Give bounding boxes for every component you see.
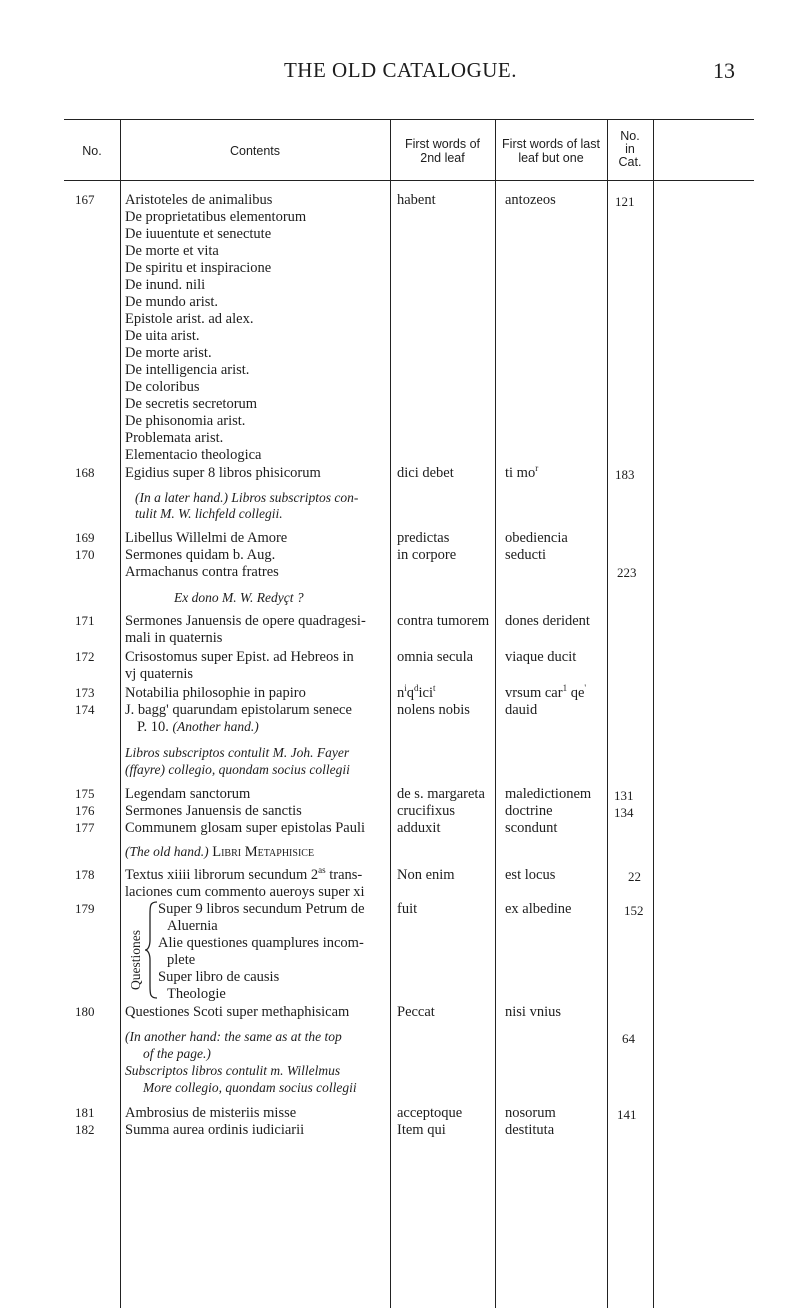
entry-number: 179 — [75, 901, 95, 916]
entry-number: 182 — [75, 1122, 95, 1137]
first-words-last-leaf — [505, 463, 539, 481]
entry-text: Communem glosam super epistolas Pauli — [125, 820, 366, 836]
entry-number: 172 — [75, 649, 95, 664]
first-words-last-leaf: ex albedine — [505, 901, 572, 917]
header-contents: Contents — [229, 144, 281, 158]
first-words-2nd-leaf: contra tumorem — [397, 613, 490, 629]
hand-note: (The old hand.) — [125, 844, 209, 859]
first-words-last-leaf: viaque ducit — [505, 649, 577, 665]
entry-text: De coloribus — [125, 379, 200, 395]
first-words-2nd-leaf: acceptoque — [397, 1105, 463, 1121]
entry-text: Sermones quidam b. Aug. — [125, 547, 276, 563]
catalogue-number: 64 — [622, 1031, 635, 1046]
first-words-last-leaf: obediencia — [505, 530, 568, 546]
entry-text: De morte arist. — [125, 345, 212, 361]
note-prefix: (In a later hand.) — [135, 490, 228, 505]
entry-number: 173 — [75, 685, 95, 700]
header-line: 2nd leaf — [420, 151, 465, 165]
entry-number: 169 — [75, 530, 95, 545]
text-run: n — [397, 685, 405, 701]
entry-text: plete — [167, 952, 196, 968]
entry-text: Epistole arist. ad alex. — [125, 311, 254, 327]
entry-number: 178 — [75, 867, 95, 882]
entry-text: vj quaternis — [125, 666, 194, 682]
donation-note: tulit M. W. lichfeld collegii. — [135, 506, 283, 521]
donation-note: Subscriptos libros contulit m. Willelmus — [125, 1063, 341, 1078]
donation-note: Libros subscriptos contulit M. Joh. Fayer — [125, 745, 350, 760]
page-number: 13 — [713, 58, 735, 83]
header-cat — [607, 130, 653, 169]
text-run: ici — [418, 685, 434, 701]
entry-text — [137, 720, 259, 735]
section-heading — [125, 845, 314, 860]
entry-text: De uita arist. — [125, 328, 200, 344]
entry-text: De iuuentute et senectute — [125, 226, 272, 242]
entry-text: Egidius super 8 libros phisicorum — [125, 465, 321, 481]
first-words-2nd-leaf: in corpore — [397, 547, 457, 563]
entry-text: Legendam sanctorum — [125, 786, 251, 802]
first-words-last-leaf: maledictionem — [505, 786, 592, 802]
first-words-last-leaf: destituta — [505, 1122, 555, 1138]
running-title: THE OLD CATALOGUE. — [283, 58, 518, 82]
first-words-last-leaf: scondunt — [505, 820, 558, 836]
entry-text: De secretis secretorum — [125, 396, 258, 412]
column-divider — [653, 119, 654, 1308]
entry-text: De mundo arist. — [125, 294, 219, 310]
running-head — [0, 58, 801, 82]
entry-text: Ambrosius de misteriis misse — [125, 1105, 297, 1121]
entry-number: 171 — [75, 613, 95, 628]
header-line: leaf but one — [518, 151, 584, 165]
first-words-last-leaf: doctrine — [505, 803, 553, 819]
first-words-2nd-leaf: nolens nobis — [397, 702, 470, 718]
entry-text: Armachanus contra fratres — [125, 564, 279, 580]
first-words-last-leaf: nosorum — [505, 1105, 556, 1121]
header-line: No. — [620, 129, 640, 143]
table-top-rule — [64, 119, 754, 120]
column-divider — [120, 119, 121, 1308]
superscript: 1 — [562, 683, 568, 694]
first-words-2nd-leaf: Non enim — [397, 867, 455, 883]
entry-text: mali in quaternis — [125, 630, 223, 646]
entry-text: Libellus Willelmi de Amore — [125, 530, 288, 546]
text-run: trans- — [325, 867, 363, 883]
entry-number: 168 — [75, 465, 95, 480]
first-words-2nd-leaf: fuit — [397, 901, 418, 917]
entry-text: De morte et vita — [125, 243, 219, 259]
catalogue-number: 141 — [617, 1107, 637, 1122]
text-run: q — [406, 685, 415, 701]
header-line: First words of — [404, 137, 480, 151]
first-words-2nd-leaf: dici debet — [397, 465, 454, 481]
catalogue-number: 121 — [615, 194, 635, 209]
entry-number: 175 — [75, 786, 95, 801]
entry-text: De intelligencia arist. — [125, 362, 250, 378]
note-text: Libros subscriptos con- — [231, 490, 359, 505]
first-words-2nd-leaf: adduxit — [397, 820, 441, 836]
catalogue-number: 134 — [614, 805, 634, 820]
superscript: r — [535, 463, 539, 474]
text-run: qe — [567, 685, 585, 701]
donation-note: More collegio, quondam socius collegii — [143, 1080, 357, 1095]
first-words-2nd-leaf: omnia secula — [397, 649, 474, 665]
entry-text: De spiritu et inspiracione — [125, 260, 272, 276]
first-words-last-leaf: dones derident — [505, 613, 590, 629]
column-divider — [390, 119, 391, 1308]
first-words-last-leaf: nisi vnius — [505, 1004, 561, 1020]
entry-number: 170 — [75, 547, 95, 562]
entry-text: Sermones Januensis de sanctis — [125, 803, 302, 819]
section-title: Libri Metaphisice — [212, 844, 315, 860]
column-divider — [495, 119, 496, 1308]
superscript: t — [433, 683, 436, 694]
superscript: i — [404, 683, 407, 694]
entry-number: 167 — [75, 192, 95, 207]
header-line: First words of last — [502, 137, 600, 151]
first-words-last-leaf: est locus — [505, 867, 556, 883]
entry-text: De inund. nili — [125, 277, 206, 293]
header-no: No. — [82, 144, 102, 158]
header-first-words-2nd — [390, 137, 495, 165]
first-words-last-leaf: antozeos — [505, 192, 556, 208]
first-words-2nd-leaf — [397, 683, 436, 701]
entry-number: 176 — [75, 803, 95, 818]
header-rule — [64, 180, 754, 181]
first-words-last-leaf: dauid — [505, 702, 538, 718]
entry-text: Alie questiones quamplures incom- — [158, 935, 364, 951]
superscript: as — [318, 865, 326, 876]
entry-text: Problemata arist. — [125, 430, 224, 446]
header-first-words-last — [495, 137, 607, 165]
header-line: in — [625, 142, 635, 156]
donation-note: (ffayre) collegio, quondam socius collegii — [125, 762, 350, 777]
first-words-last-leaf — [505, 683, 587, 701]
entry-number: 174 — [75, 702, 95, 717]
entry-text: laciones cum commento aueroys super xi — [125, 884, 365, 900]
donation-note — [135, 491, 358, 506]
first-words-2nd-leaf: de s. margareta — [397, 786, 485, 802]
text-run: ti mo — [505, 465, 536, 481]
first-words-2nd-leaf: Peccat — [397, 1004, 435, 1020]
entry-text: Notabilia philosophie in papiro — [125, 685, 306, 701]
superscript: ' — [584, 683, 587, 694]
entry-text: Aristoteles de animalibus — [125, 192, 273, 208]
first-words-2nd-leaf: crucifixus — [397, 803, 455, 819]
entry-text: Sermones Januensis de opere quadragesi- — [125, 613, 366, 629]
curly-brace-icon — [145, 900, 159, 1000]
brace-label: Questiones — [128, 930, 143, 990]
donation-note: of the page.) — [143, 1046, 211, 1061]
donation-note: (In another hand: the same as at the top — [125, 1029, 342, 1044]
hand-note: (Another hand.) — [172, 719, 259, 734]
donation-note: Ex dono M. W. Redyçt ? — [174, 590, 304, 605]
header-line: Cat. — [618, 155, 642, 169]
entry-text: Elementacio theologica — [125, 447, 262, 463]
entry-number: 177 — [75, 820, 95, 835]
entry-text: Questiones Scoti super methaphisicam — [125, 1004, 350, 1020]
entry-text: Super libro de causis — [158, 969, 280, 985]
entry-text: De proprietatibus elementorum — [125, 209, 307, 225]
entry-text: Super 9 libros secundum Petrum de — [158, 901, 365, 917]
column-divider — [607, 119, 608, 1308]
entry-text: Summa aurea ordinis iudiciarii — [125, 1122, 305, 1138]
first-words-2nd-leaf: Item qui — [397, 1122, 446, 1138]
entry-number: 180 — [75, 1004, 95, 1019]
entry-text: Aluernia — [167, 918, 218, 934]
text-run: P. 10. — [137, 719, 169, 735]
catalogue-number: 22 — [628, 869, 641, 884]
catalogue-number: 183 — [615, 467, 635, 482]
catalogue-number: 131 — [614, 788, 634, 803]
superscript: d — [414, 683, 419, 694]
first-words-2nd-leaf: predictas — [397, 530, 450, 546]
entry-text: Crisostomus super Epist. ad Hebreos in — [125, 649, 354, 665]
entry-text — [125, 865, 363, 883]
catalogue-number: 223 — [617, 565, 637, 580]
first-words-2nd-leaf: habent — [397, 192, 436, 208]
entry-text: Theologie — [167, 986, 226, 1002]
entry-number: 181 — [75, 1105, 95, 1120]
text-run: vrsum car — [505, 685, 563, 701]
first-words-last-leaf: seducti — [505, 547, 547, 563]
entry-text: J. bagg' quarundam epistolarum senece — [125, 702, 352, 718]
text-run: Textus xiiii librorum secundum 2 — [125, 867, 319, 883]
catalogue-number: 152 — [624, 903, 644, 918]
entry-text: De phisonomia arist. — [125, 413, 246, 429]
